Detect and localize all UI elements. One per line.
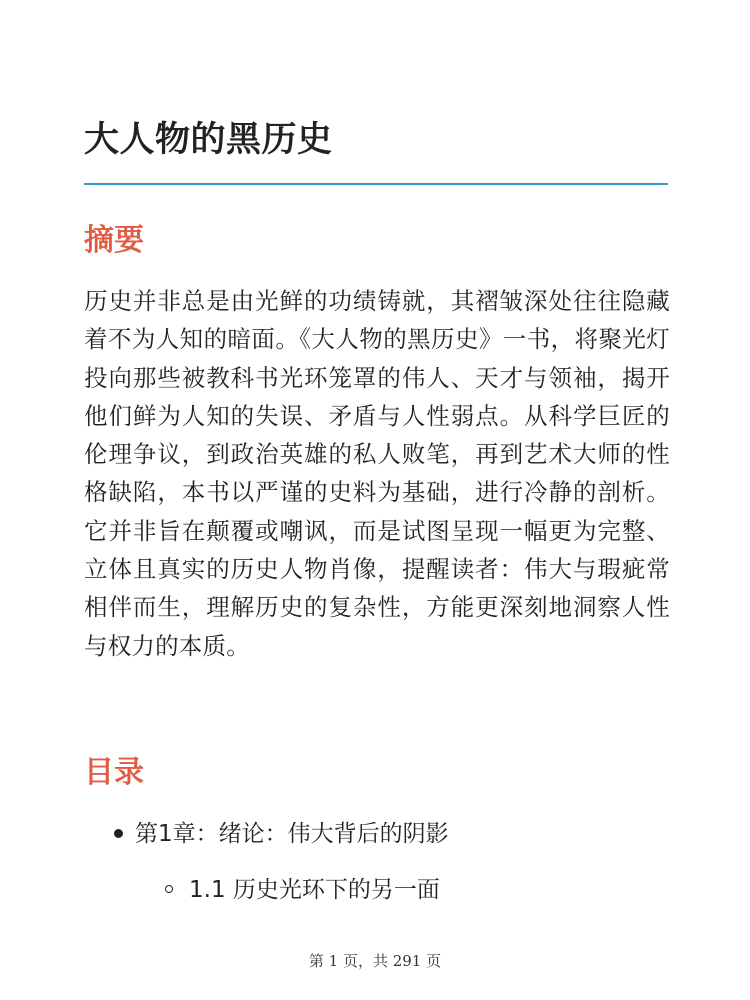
toc-item-label: 1.1 历史光环下的另一面 bbox=[189, 877, 440, 903]
document-page bbox=[84, 0, 668, 1000]
toc-item-label: 第1章：绪论：伟大背后的阴影 bbox=[135, 821, 449, 847]
document-title: 大人物的黑历史 bbox=[84, 120, 333, 160]
hollow-bullet-icon bbox=[165, 885, 173, 893]
filled-bullet-icon bbox=[114, 829, 123, 838]
toc-heading: 目录 bbox=[84, 755, 144, 790]
toc-item-chapter-1[interactable] bbox=[84, 814, 668, 864]
toc-list bbox=[84, 814, 668, 920]
abstract-heading: 摘要 bbox=[84, 223, 144, 258]
title-divider bbox=[84, 183, 668, 185]
toc-item-section-1-1[interactable] bbox=[84, 870, 668, 920]
page-number-footer: 第 1 页，共 291 页 bbox=[308, 952, 442, 970]
abstract-body: 历史并非总是由光鲜的功绩铸就，其褶皱深处往往隐藏着不为人知的暗面。《大人物的黑历史》一书，将聚光灯投向那些被教科书光环笼罩的伟人、天才与领袖，揭开他们鲜为人知的失误、矛盾与人性弱点。从科学巨匠的伦理争议，到政治英雄的私人败笔，再到艺术大师的性格缺陷，本书以严谨的史料为基础，进行冷静的剖析。它并非旨在颠覆或嘲讽，而是试图呈现一幅更为完整、立体且真实的历史人物肖像，提醒读者：伟大与瑕疵常相伴而生，理解历史的复杂性，方能更深刻地洞察人性与权力的本质。 bbox=[84, 287, 670, 660]
